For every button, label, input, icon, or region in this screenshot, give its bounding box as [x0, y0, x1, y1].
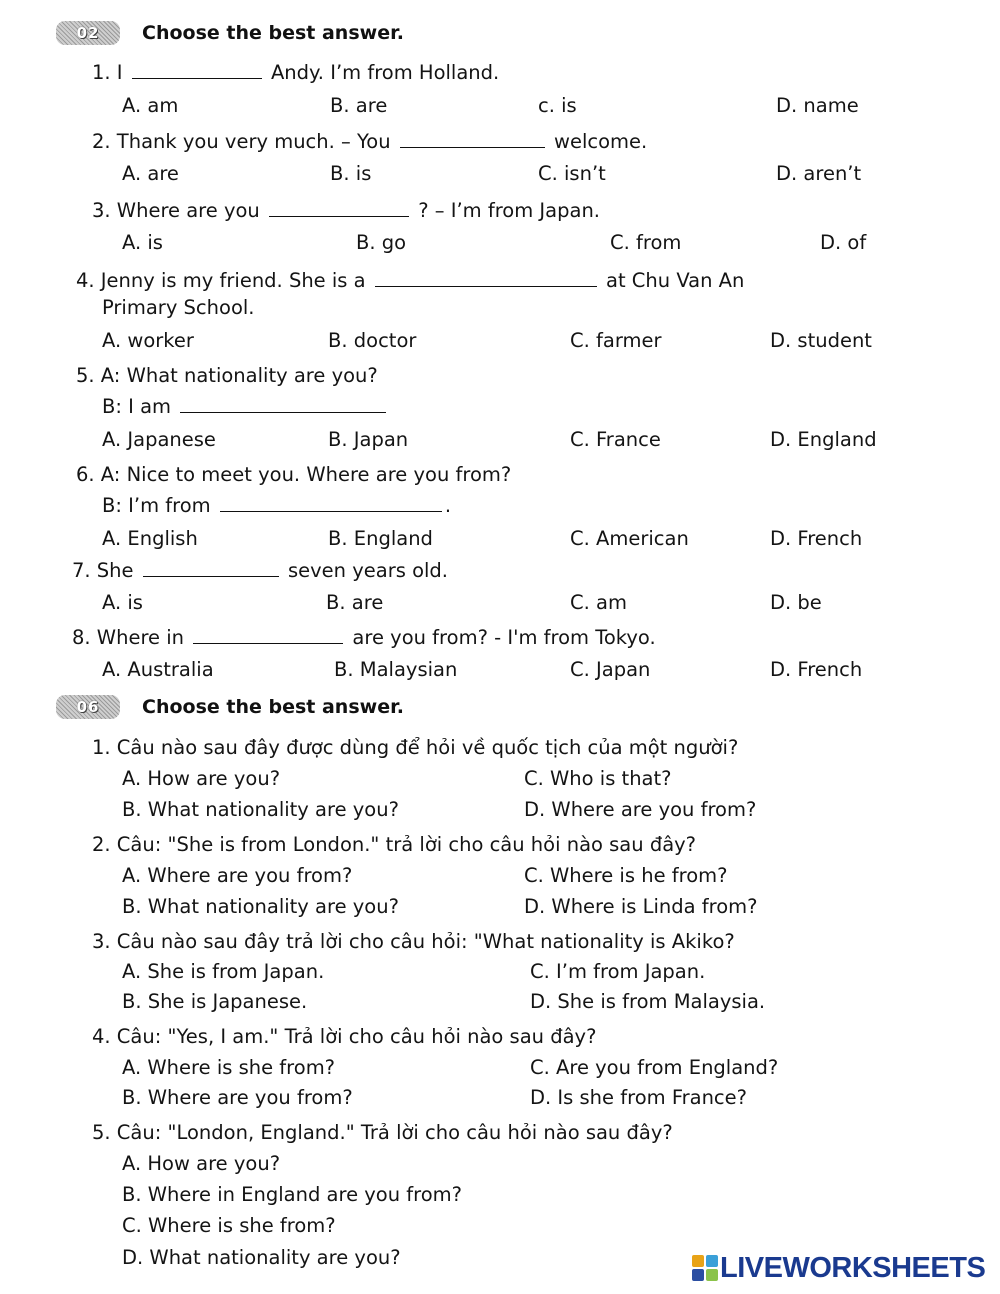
question-text: .	[444, 494, 452, 517]
question-text: 2. Thank you very much. – You	[92, 130, 391, 153]
answer-blank[interactable]	[400, 129, 545, 148]
option-c[interactable]: C. Are you from England?	[530, 1056, 779, 1079]
section-header-02	[56, 16, 404, 50]
section-title: Choose the best answer.	[142, 22, 404, 44]
question-text: 7. She	[72, 559, 134, 582]
option-a[interactable]: A. worker	[102, 329, 194, 352]
question-text: are you from? - I'm from Tokyo.	[352, 626, 656, 649]
option-c[interactable]: C. Who is that?	[524, 767, 672, 790]
option-a[interactable]: A. is	[122, 231, 163, 254]
answer-blank[interactable]	[269, 198, 409, 217]
question-1: 1. Câu nào sau đây được dùng để hỏi về quốc tịch của một người?	[92, 736, 739, 759]
option-a[interactable]: A. Australia	[102, 658, 214, 681]
option-b[interactable]: B. What nationality are you?	[122, 895, 399, 918]
question-8	[72, 623, 656, 653]
logo-square-icon	[706, 1255, 718, 1267]
section-title: Choose the best answer.	[142, 696, 404, 718]
option-d[interactable]: D. student	[770, 329, 872, 352]
option-a[interactable]: A. am	[122, 94, 179, 117]
section-number-badge: 02	[56, 21, 120, 45]
question-2	[92, 127, 647, 157]
option-d[interactable]: D. name	[776, 94, 859, 117]
answer-blank[interactable]	[193, 625, 343, 644]
question-6: 6. A: Nice to meet you. Where are you from?	[76, 463, 512, 486]
option-a[interactable]: A. Japanese	[102, 428, 216, 451]
option-d[interactable]: D. England	[770, 428, 877, 451]
option-a[interactable]: A. She is from Japan.	[122, 960, 325, 983]
option-b[interactable]: B. are	[326, 591, 384, 614]
question-1	[92, 58, 499, 88]
option-b[interactable]: B. England	[328, 527, 433, 550]
option-b[interactable]: B. She is Japanese.	[122, 990, 308, 1013]
question-text: 1. I	[92, 61, 123, 84]
question-3: 3. Câu nào sau đây trả lời cho câu hỏi: "What nationality is Akiko?	[92, 930, 735, 953]
option-d[interactable]: D. of	[820, 231, 867, 254]
option-a[interactable]: A. is	[102, 591, 143, 614]
option-a[interactable]: A. Where are you from?	[122, 864, 353, 887]
question-text: ? – I’m from Japan.	[418, 199, 601, 222]
question-text: at Chu Van An	[606, 269, 745, 292]
option-c[interactable]: C. am	[570, 591, 627, 614]
option-a[interactable]: A. How are you?	[122, 767, 281, 790]
section-number-badge: 06	[56, 695, 120, 719]
section-header-06	[56, 690, 404, 724]
option-b[interactable]: B. is	[330, 162, 372, 185]
question-4	[76, 266, 744, 296]
question-text: 8. Where in	[72, 626, 185, 649]
logo-square-icon	[692, 1255, 704, 1267]
question-text: seven years old.	[287, 559, 448, 582]
question-4: 4. Câu: "Yes, I am." Trả lời cho câu hỏi nào sau đây?	[92, 1025, 597, 1048]
option-a[interactable]: A. Where is she from?	[122, 1056, 336, 1079]
option-b[interactable]: B. Japan	[328, 428, 409, 451]
question-text: welcome.	[554, 130, 648, 153]
option-a[interactable]: A. English	[102, 527, 198, 550]
logo-square-icon	[692, 1269, 704, 1281]
question-4-continuation: Primary School.	[102, 296, 255, 319]
option-d[interactable]: D. Is she from France?	[530, 1086, 748, 1109]
question-text: B: I’m from	[102, 494, 211, 517]
liveworksheets-logo	[692, 1250, 985, 1286]
question-3	[92, 196, 600, 226]
option-b[interactable]: B. are	[330, 94, 388, 117]
option-d[interactable]: D. Where is Linda from?	[524, 895, 758, 918]
option-c[interactable]: C. American	[570, 527, 689, 550]
option-c[interactable]: C. isn’t	[538, 162, 606, 185]
option-d[interactable]: D. She is from Malaysia.	[530, 990, 766, 1013]
answer-blank[interactable]	[132, 60, 262, 79]
option-b[interactable]: B. doctor	[328, 329, 417, 352]
question-text: Andy. I’m from Holland.	[270, 61, 500, 84]
question-text: 4. Jenny is my friend. She is a	[76, 269, 366, 292]
question-text: B: I am	[102, 395, 172, 418]
question-5: 5. Câu: "London, England." Trả lời cho câu hỏi nào sau đây?	[92, 1121, 673, 1144]
question-7	[72, 556, 448, 586]
option-c[interactable]: C. farmer	[570, 329, 662, 352]
option-b[interactable]: B. Where in England are you from?	[122, 1183, 463, 1206]
question-5-answer-line	[102, 392, 389, 422]
answer-blank[interactable]	[143, 558, 279, 577]
option-c[interactable]: C. Japan	[570, 658, 651, 681]
option-a[interactable]: A. are	[122, 162, 179, 185]
option-c[interactable]: C. France	[570, 428, 661, 451]
option-c[interactable]: C. Where is he from?	[524, 864, 728, 887]
question-6-answer-line	[102, 491, 451, 521]
option-b[interactable]: B. go	[356, 231, 407, 254]
option-b[interactable]: B. What nationality are you?	[122, 798, 399, 821]
option-d[interactable]: D. What nationality are you?	[122, 1246, 401, 1269]
answer-blank[interactable]	[180, 394, 386, 413]
question-5: 5. A: What nationality are you?	[76, 364, 378, 387]
option-d[interactable]: D. French	[770, 527, 863, 550]
answer-blank[interactable]	[220, 493, 442, 512]
option-c[interactable]: C. from	[610, 231, 682, 254]
option-d[interactable]: D. Where are you from?	[524, 798, 757, 821]
option-d[interactable]: D. be	[770, 591, 822, 614]
option-b[interactable]: B. Where are you from?	[122, 1086, 353, 1109]
logo-square-icon	[706, 1269, 718, 1281]
liveworksheets-logo-icon	[692, 1255, 718, 1281]
option-d[interactable]: D. aren’t	[776, 162, 862, 185]
question-2: 2. Câu: "She is from London." trả lời cho câu hỏi nào sau đây?	[92, 833, 697, 856]
question-text: 3. Where are you	[92, 199, 260, 222]
answer-blank[interactable]	[375, 268, 597, 287]
option-c[interactable]: C. Where is she from?	[122, 1214, 336, 1237]
option-d[interactable]: D. French	[770, 658, 863, 681]
option-c[interactable]: c. is	[538, 94, 577, 117]
option-c[interactable]: C. I’m from Japan.	[530, 960, 706, 983]
option-a[interactable]: A. How are you?	[122, 1152, 281, 1175]
logo-text: LIVEWORKSHEETS	[720, 1251, 986, 1284]
option-b[interactable]: B. Malaysian	[334, 658, 458, 681]
